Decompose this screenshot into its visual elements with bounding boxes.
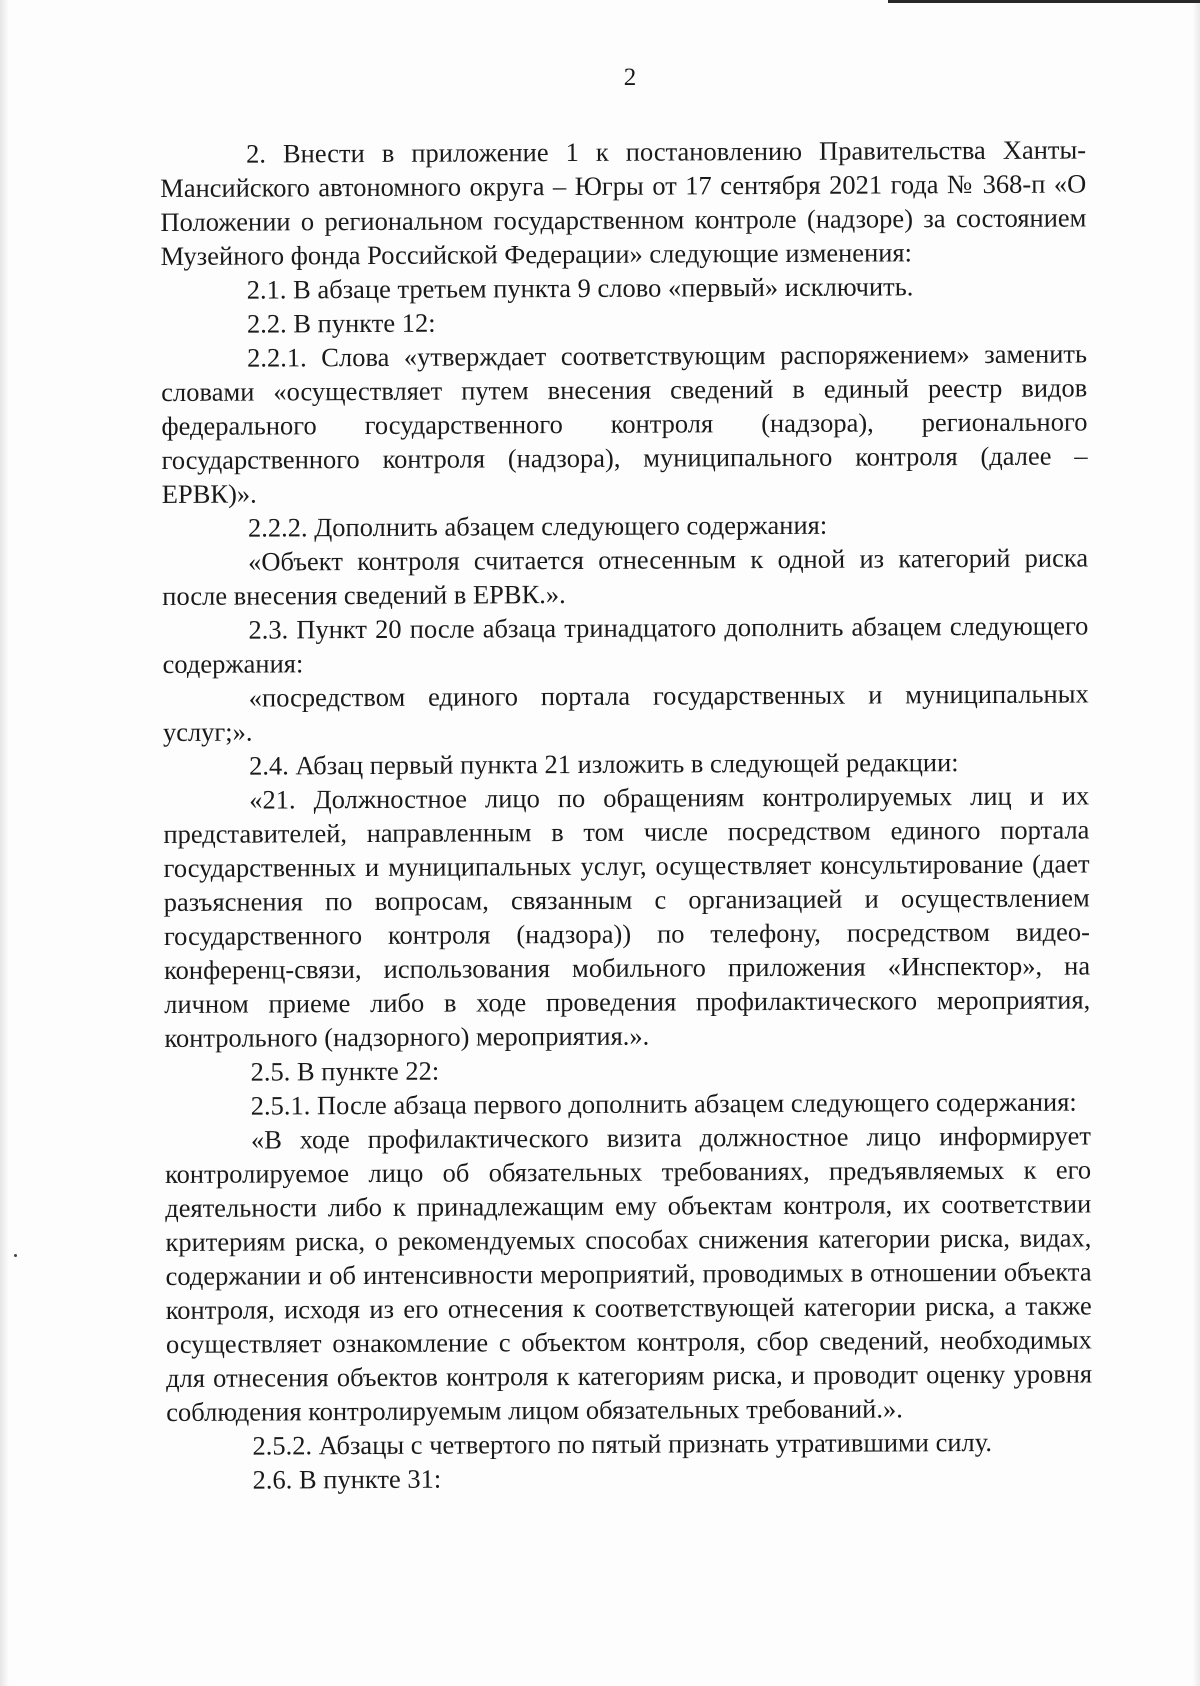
paragraph-2-2-1: 2.2.1. Слова «утверждает соответствующим распоряжением» заменить словами «осуществляет путем внесения сведений в единый реестр видов федерального государственного контроля (надзора), регионального государственного контроля (надзора), муниципального контроля (далее – ЕРВК)». xyxy=(161,338,1088,509)
paragraph-2-2-2: 2.2.2. Дополнить абзацем следующего содержания: xyxy=(247,509,828,543)
top-rule-line xyxy=(888,0,1200,3)
quoted-paragraph-portal: «посредством единого портала государственных и муниципальных услуг;». xyxy=(162,678,1089,747)
quoted-paragraph-risk-category: «Объект контроля считается отнесенным к одной из категорий риска после внесения сведений в ЕРВК.». xyxy=(162,542,1089,611)
paragraph-2-4: 2.4. Абзац первый пункта 21 изложить в следующей редакции: xyxy=(248,747,959,781)
paragraph-2-3: 2.3. Пункт 20 после абзаца тринадцатого дополнить абзацем следующего содержания: xyxy=(162,610,1089,679)
paragraph-2-5-1: 2.5.1. После абзаца первого дополнить абзацем следующего содержания: xyxy=(250,1086,1077,1121)
quoted-paragraph-prophylactic-visit: «В ходе профилактического визита должностное лицо информирует контролируемое лицо об обязательных требованиях, предъявляемых к его деятельности либо к принадлежащим ему объектам контроля, их соответствии критериям риска, о рекомендуемых способах снижения категории риска, видах, содержании и об интенсивности мероприятий, проводимых в отношении объекта контроля, исходя из его отнесения к соответствующей категории риска, а также осуществляет ознакомление с объектом контроля, сбор сведений, необходимых для отнесения объектов контроля к категориям риска, и проводит оценку уровня соблюдения контролируемым лицом обязательных требований.». xyxy=(164,1120,1093,1427)
scan-edge-right xyxy=(1192,0,1200,1686)
document-body xyxy=(160,132,1093,1497)
page-number: 2 xyxy=(623,64,637,91)
paragraph-2: 2. Внести в приложение 1 к постановлению Правительства Ханты-Мансийского автономного округа – Югры от 17 сентября 2021 года № 368-п «О Положении о региональном государственном контроле (надзоре) за состоянием Музейного фонда Российской Федерации» следующие изменения: xyxy=(160,134,1087,271)
paragraph-2-5-2: 2.5.2. Абзацы с четвертого по пятый признать утратившими силу. xyxy=(252,1426,993,1461)
paragraph-2-6: 2.6. В пункте 31: xyxy=(252,1463,442,1495)
scan-edge-left xyxy=(0,0,9,1686)
quoted-paragraph-21: «21. Должностное лицо по обращениям контролируемых лиц и их представителей, направленным в том числе посредством единого портала государственных и муниципальных услуг, осуществляет консультирование (дает разъяснения по вопросам, связанным с организацией и осуществлением государственного контроля (надзора)) по телефону, посредством видео-конференц-связи, использования мобильного приложения «Инспектор», на личном приеме либо в ходе проведения профилактического мероприятия, контрольного (надзорного) мероприятия.». xyxy=(163,780,1091,1053)
paragraph-2-2: 2.2. В пункте 12: xyxy=(246,307,436,339)
paragraph-2-5: 2.5. В пункте 22: xyxy=(250,1055,440,1087)
scan-speck xyxy=(14,1254,17,1257)
paragraph-2-1: 2.1. В абзаце третьем пункта 9 слово «первый» исключить. xyxy=(246,271,914,305)
